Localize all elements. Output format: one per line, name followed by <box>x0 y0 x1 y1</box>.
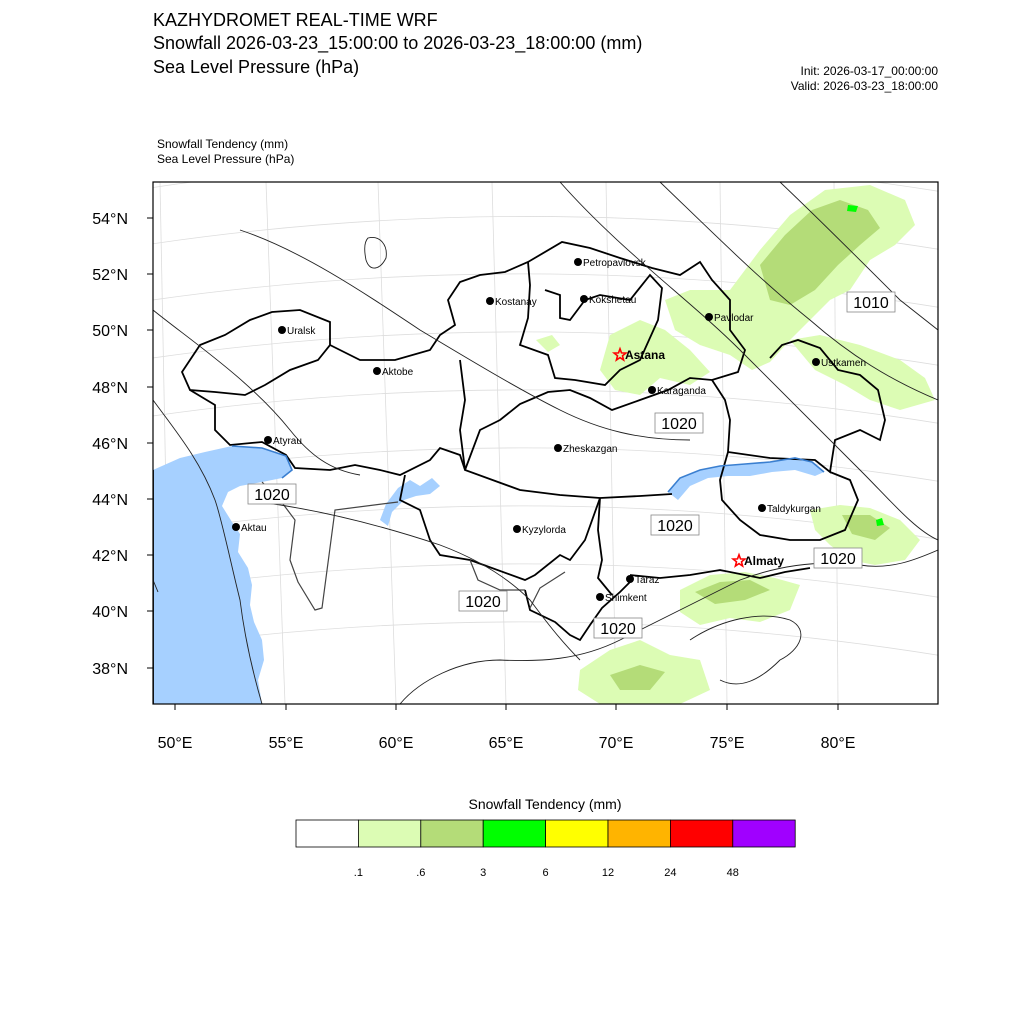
city-dot-icon <box>580 295 588 303</box>
lat-label: 52°N <box>92 267 128 284</box>
legend-swatch <box>483 820 545 847</box>
legend-swatch <box>546 820 608 847</box>
legend-tick-label: .1 <box>353 867 363 879</box>
map-area <box>100 159 990 704</box>
title-line-3: Sea Level Pressure (hPa) <box>153 57 360 77</box>
legend-swatch <box>296 820 358 847</box>
city-dot-icon <box>626 575 634 583</box>
legend-swatch <box>608 820 670 847</box>
lat-label: 46°N <box>92 436 128 453</box>
city-dot-icon <box>554 444 562 452</box>
water-bodies <box>153 368 848 704</box>
lat-label: 48°N <box>92 380 128 397</box>
title-line-1: KAZHYDROMET REAL-TIME WRF <box>153 10 438 30</box>
city-dot-icon <box>758 504 766 512</box>
lat-label: 40°N <box>92 604 128 621</box>
pressure-label: 1020 <box>465 594 501 611</box>
legend-tick-label: .6 <box>416 867 426 879</box>
lat-label: 44°N <box>92 492 128 509</box>
city-label: Ustkamen <box>821 358 867 369</box>
city-dot-icon <box>812 358 820 366</box>
pressure-label: 1020 <box>661 416 697 433</box>
city-label: Taldykurgan <box>767 504 821 515</box>
city-label: Astana <box>625 348 666 362</box>
legend-tick-label: 48 <box>726 867 739 879</box>
legend-swatch <box>670 820 732 847</box>
latitude-axis <box>92 211 153 678</box>
city-label: Zheskazgan <box>563 444 618 455</box>
title-line-2: Snowfall 2026-03-23_15:00:00 to 2026-03-23_18:00:00 (mm) <box>153 33 643 53</box>
city-label: Atyrau <box>273 436 302 447</box>
city-label: Kokshetau <box>589 295 637 306</box>
lon-label: 80°E <box>820 735 856 752</box>
city-dot-icon <box>705 313 713 321</box>
aral-sea <box>380 478 440 526</box>
pressure-label: 1020 <box>254 487 290 504</box>
legend-tick-label: 24 <box>664 867 677 879</box>
legend-title: Snowfall Tendency (mm) <box>468 796 622 812</box>
city-label: Kostanay <box>495 297 537 308</box>
lon-label: 70°E <box>598 735 634 752</box>
city-label: Uralsk <box>287 326 316 337</box>
city-label: Karaganda <box>657 386 706 397</box>
city-dot-icon <box>232 523 240 531</box>
city-dot-icon <box>486 297 494 305</box>
city-label: Almaty <box>744 554 785 568</box>
legend-tick-label: 12 <box>601 867 615 879</box>
lon-label: 75°E <box>709 735 745 752</box>
city-dot-icon <box>648 386 656 394</box>
lat-label: 42°N <box>92 548 128 565</box>
pressure-label: 1020 <box>657 518 693 535</box>
city-dot-icon <box>513 525 521 533</box>
lon-label: 60°E <box>378 735 414 752</box>
lon-label: 50°E <box>157 735 193 752</box>
lat-label: 54°N <box>92 211 128 228</box>
legend-swatch <box>358 820 420 847</box>
city-dot-icon <box>574 258 582 266</box>
city-label: Aktau <box>241 523 267 534</box>
lon-label: 55°E <box>268 735 304 752</box>
city-dot-icon <box>596 593 604 601</box>
lat-label: 50°N <box>92 323 128 340</box>
pressure-label: 1020 <box>600 621 636 638</box>
field-label-pressure: Sea Level Pressure (hPa) <box>157 152 295 166</box>
legend-swatch <box>733 820 795 847</box>
legend-swatch <box>421 820 483 847</box>
pressure-label: 1020 <box>820 551 856 568</box>
city-label: Shimkent <box>605 593 647 604</box>
city-dot-icon <box>373 367 381 375</box>
valid-time: Valid: 2026-03-23_18:00:00 <box>790 79 938 93</box>
legend <box>296 820 795 847</box>
legend-tick-label: 6 <box>542 867 549 879</box>
lat-label: 38°N <box>92 661 128 678</box>
city-label: Aktobe <box>382 367 414 378</box>
pressure-label: 1010 <box>853 295 889 312</box>
legend-tick-label: 3 <box>480 867 487 879</box>
city-label: Petropavlovsk <box>583 258 646 269</box>
longitude-axis <box>158 704 856 752</box>
init-time: Init: 2026-03-17_00:00:00 <box>800 64 938 78</box>
lon-label: 65°E <box>488 735 524 752</box>
city-label: Taraz <box>635 575 660 586</box>
city-label: Pavlodar <box>714 313 754 324</box>
field-label-snowfall: Snowfall Tendency (mm) <box>157 137 289 151</box>
city-dot-icon <box>264 436 272 444</box>
city-dot-icon <box>278 326 286 334</box>
city-label: Kyzylorda <box>522 525 566 536</box>
